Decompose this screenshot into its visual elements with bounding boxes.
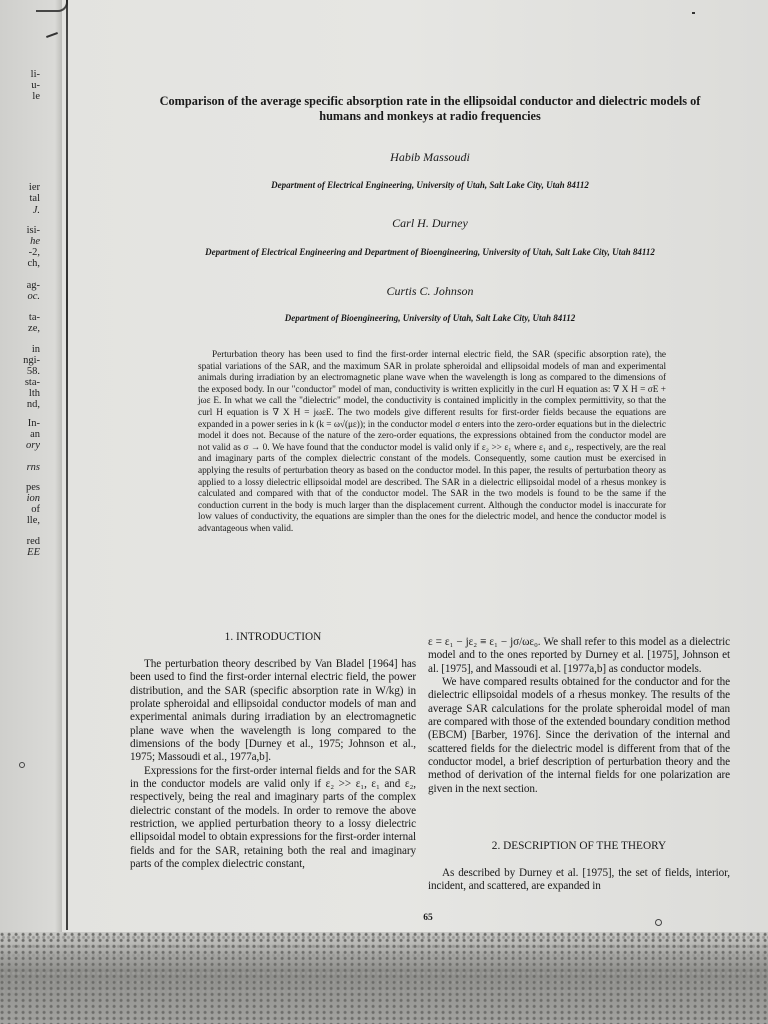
paragraph: ε = ε₁ − jε₂ ≡ ε₁ − jσ/ωε₀. We shall refer to this model as a dielectric model and to the ones reported by Durney et al. [1975], Johnson et al. [1975], and Massoudi et al. [1977a,b] as conductor models. [428, 636, 730, 675]
margin-fragment: an [30, 429, 40, 440]
author-name: Curtis C. Johnson [386, 284, 474, 298]
scan-mark [692, 12, 695, 14]
margin-fragment: J. [32, 205, 40, 216]
margin-fragment: nd, [26, 399, 40, 410]
margin-fragment: ch, [27, 258, 40, 269]
author-affiliation: Department of Electrical Engineering and Department of Bioengineering, University of Utah, Salt Lake City, Utah 84112 [205, 247, 655, 257]
margin-fragment: sta- [24, 377, 40, 388]
margin-fragment: isi- [26, 225, 40, 236]
paragraph: Expressions for the first-order internal fields and for the SAR in the conductor models are valid only if ε₂ >> ε₁, ε₁ and ε₂, respectively, being the real and imaginary parts of the complex dielectric constant of the models. In order to remove the above restriction, we applied perturbation theory to a lossy dielectric ellipsoidal model to obtain expressions for the first-order internal fields and for the SAR, retaining both the real and imaginary parts of the complex dielectric constant, [130, 764, 416, 871]
margin-fragment: li- [30, 69, 40, 80]
margin-fragment: of [31, 504, 40, 515]
margin-fragment: ngi- [23, 355, 40, 366]
margin-fragment: ier [28, 182, 40, 193]
margin-fragment: tal [29, 193, 40, 204]
scan-bottom-edge [0, 932, 768, 1024]
scan-speck [19, 762, 25, 768]
margin-fragment: lth [28, 388, 40, 399]
margin-fragment: In- [27, 418, 40, 429]
author-name: Habib Massoudi [390, 150, 470, 164]
margin-fragment: ze, [28, 323, 40, 334]
author-affiliation: Department of Electrical Engineering, University of Utah, Salt Lake City, Utah 84112 [271, 180, 589, 190]
previous-page-margin [0, 0, 62, 1024]
binding-curve [36, 0, 68, 12]
paragraph: We have compared results obtained for the conductor and for the dielectric ellipsoidal models of a rhesus monkey. The results of the average SAR calculations for the prolate spheroidal model of man are compared with those of the extended boundary condition method (EBCM) [Barber, 1976]. Since the derivation of the internal and scattered fields for the dielectric model is different from that of the conductor model, a brief description of perturbation theory and the method of derivation of the internal fields for one polarization are given in the next section. [428, 676, 730, 795]
section-heading-theory: 2. DESCRIPTION OF THE THEORY [491, 840, 667, 852]
binding-gutter [66, 0, 68, 930]
left-column [130, 658, 416, 872]
scan-speck [655, 919, 662, 926]
author-affiliation: Department of Bioengineering, University of Utah, Salt Lake City, Utah 84112 [284, 313, 576, 323]
author-name: Carl H. Durney [392, 216, 468, 230]
margin-fragment: pes [26, 482, 40, 493]
margin-fragment: ta- [28, 312, 40, 323]
margin-fragment: -2, [28, 247, 40, 258]
right-column [428, 636, 730, 796]
margin-fragment: ory [26, 440, 40, 451]
page-number: 65 [423, 913, 433, 923]
margin-fragment: lle, [26, 515, 40, 526]
paragraph: The perturbation theory described by Van Bladel [1964] has been used to find the first-order internal electric field, the power distribution, and the SAR (specific absorption rate in W/kg) in prolate spheroidal and ellipsoidal conductor models of man and experimental animals during irradiation by an electromagnetic plane wave when the wavelength is long compared to the dimensions of the body [Durney et al., 1975; Johnson et al., 1975; Massoudi et al., 1977a,b]. [130, 658, 416, 764]
margin-fragment: oc. [27, 291, 40, 302]
margin-fragment: in [31, 344, 40, 355]
margin-fragment: ion [26, 493, 40, 504]
section-heading-introduction: 1. INTRODUCTION [224, 631, 322, 643]
paragraph: As described by Durney et al. [1975], the set of fields, interior, incident, and scattered, are expanded in [428, 867, 730, 893]
margin-fragment: EE [27, 547, 40, 558]
margin-fragment: he [30, 236, 40, 247]
right-column-continued [428, 867, 730, 894]
margin-fragment: 58. [26, 366, 40, 377]
abstract: Perturbation theory has been used to find the first-order internal electric field, the SAR (specific absorption rate), the spatial variations of the SAR, and the maximum SAR in prolate spheroidal and ellipsoidal models of man and experimental animals during irradiation by an electromagnetic plane wave when the wavelength is long as compared to the dimensions of the exposed body. In our "conductor" model of man, conductivity is written explicitly in the curl H equation as: ∇ X H = σE + jωε E. In what we call the "dielectric" model, the conductivity is contained implicitly in the complex permittivity, so that the curl H equation is ∇ X H = jωεE. The two models give different results for first-order fields because the equations are expanded in a power series in k (k = ω√(με)); in the conductor model σ enters into the zero-order equations but in the dielectric model it does not. Because of the nature of the zero-order equations, the expressions obtained from the conductor model are not valid as σ → 0. We have found that the conductor model is valid only if ε₂ >> ε₁ where ε₁ and ε₂, respectively, are the real and imaginary parts of the complex dielectric constant of the models. Consequently, some caution must be exercised in applying the results of perturbation theory as based on the conductor model. In this paper, the results of perturbation theory as applied to a lossy dielectric ellipsoidal model are described. The SAR in a dielectric ellipsoidal model of a rhesus monkey is calculated and compared with that of the conductor model. The SAR in the two models is found to be the same if the conduction current in the body is much larger than the displacement current. Although the conductor model is inaccurate for low values of conductivity, the equations are simpler than the ones for the dielectric model, and hence the conductor model is advantageous when valid. [198, 350, 666, 534]
margin-fragment: red [26, 536, 40, 547]
paper-title: Comparison of the average specific absorption rate in the ellipsoidal conductor and dielectric models of humans and monkeys at radio frequencies [159, 94, 701, 123]
margin-fragment: rns [26, 462, 40, 473]
margin-fragment: le [32, 91, 40, 102]
margin-fragment: u- [31, 80, 40, 91]
margin-fragment: ag- [26, 280, 40, 291]
